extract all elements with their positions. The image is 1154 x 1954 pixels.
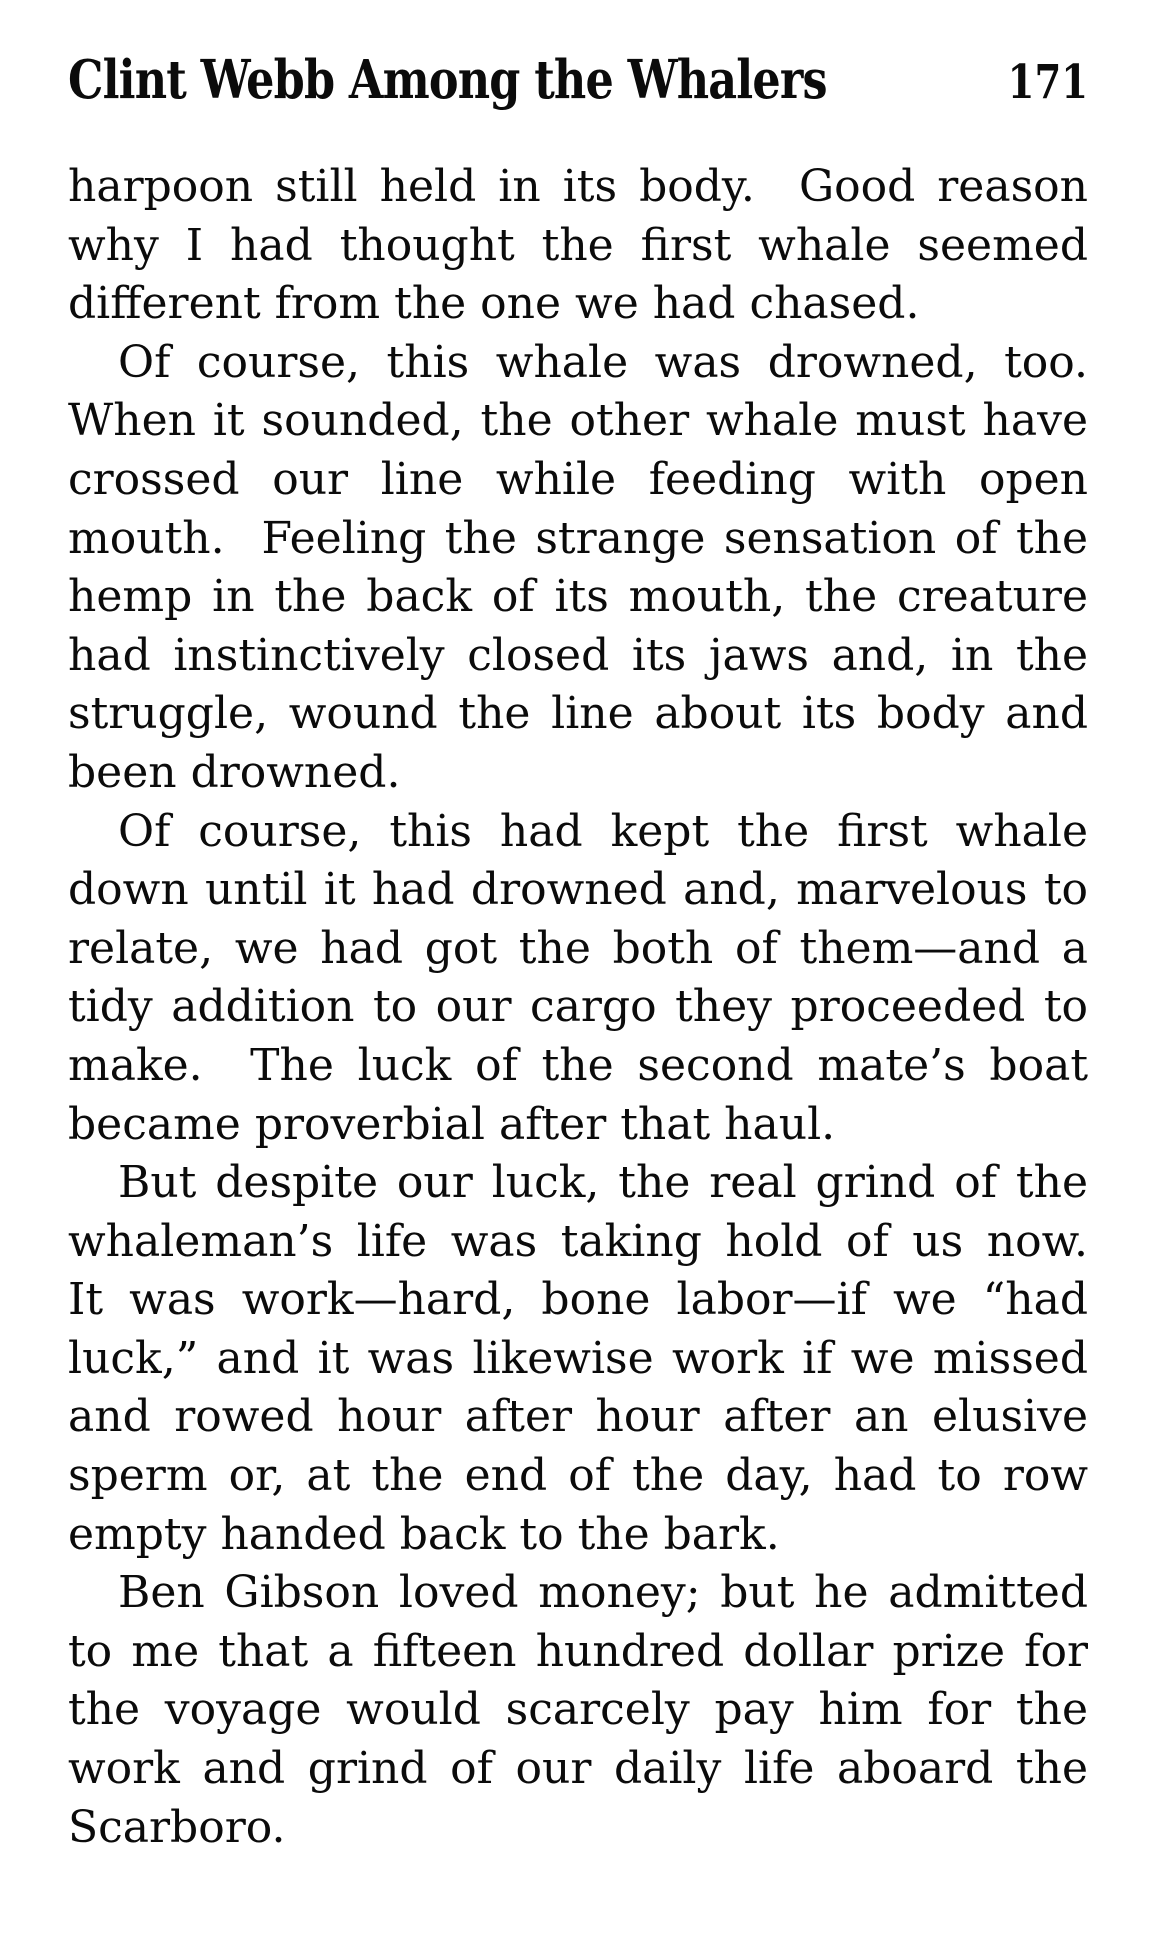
text-line: crossed our line while feeding with open: [68, 453, 1088, 505]
text-line: sperm or, at the end of the day, had to row: [68, 1450, 1088, 1502]
text-line: It was work—hard, bone labor—if we “had: [68, 1274, 1088, 1326]
text-line: whaleman’s life was taking hold of us now.: [68, 1215, 1088, 1267]
text-line: hemp in the back of its mouth, the creature: [68, 571, 1088, 623]
text-line: mouth. Feeling the strange sensation of the: [68, 512, 1088, 564]
text-line: the voyage would scarcely pay him for the: [68, 1684, 1088, 1736]
text-line: been drowned.: [68, 746, 401, 798]
page-header: [68, 0, 1088, 113]
text-line: why I had thought the first whale seemed: [68, 219, 1088, 271]
text-line: struggle, wound the line about its body and: [68, 688, 1088, 740]
text-line: Of course, this had kept the first whale: [118, 805, 1088, 857]
text-line: Of course, this whale was drowned, too.: [118, 336, 1088, 388]
text-line: Ben Gibson loved money; but he admitted: [118, 1567, 1088, 1619]
text-line: had instinctively closed its jaws and, in the: [68, 629, 1088, 681]
text-line: relate, we had got the both of them—and a: [68, 922, 1088, 974]
text-line: luck,” and it was likewise work if we missed: [68, 1332, 1088, 1384]
text-line: work and grind of our daily life aboard the: [68, 1743, 1088, 1795]
text-line: harpoon still held in its body. Good reason: [68, 161, 1088, 212]
text-line: different from the one we had chased.: [68, 278, 920, 330]
text-line: and rowed hour after hour after an elusive: [68, 1391, 1088, 1443]
text-line: became proverbial after that haul.: [68, 1098, 836, 1150]
text-line: tidy addition to our cargo they proceeded to: [68, 981, 1088, 1033]
text-line: empty handed back to the bark.: [68, 1508, 780, 1560]
body-text: [68, 158, 1088, 1857]
running-title: Clint Webb Among the Whalers: [68, 49, 827, 111]
text-line: to me that a fifteen hundred dollar prize for: [68, 1625, 1088, 1677]
text-line: Scarboro.: [68, 1801, 286, 1853]
text-line: When it sounded, the other whale must have: [68, 395, 1088, 447]
text-line: make. The luck of the second mate’s boat: [68, 1039, 1088, 1091]
page-number: 171: [1007, 55, 1088, 110]
text-line: down until it had drowned and, marvelous to: [68, 864, 1088, 916]
text-line: But despite our luck, the real grind of the: [118, 1157, 1088, 1209]
